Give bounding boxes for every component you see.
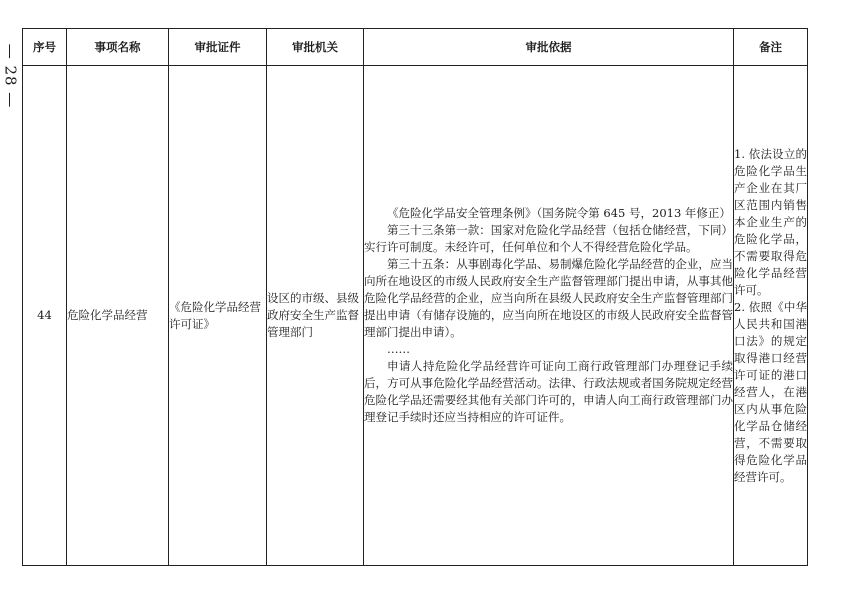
header-authority: 审批机关: [267, 29, 364, 66]
basis-article-33: 第三十三条第一款：国家对危险化学品经营（包括仓储经营，下同）实行许可制度。未经许可，任何单位和个人不得经营危险化学品。: [364, 223, 733, 254]
header-row: [23, 29, 808, 66]
cell-authority: 设区的市级、县级政府安全生产监督管理部门: [267, 66, 364, 566]
header-item-name: 事项名称: [67, 29, 169, 66]
header-certificate: 审批证件: [169, 29, 267, 66]
header-remarks: 备注: [734, 29, 808, 66]
remark-item-2: 2. 依照《中华人民共和国港口法》的规定取得港口经营许可证的港口经营人，在港区内从事危险化学品仓储经营，不需要取得危险化学品经营许可。: [734, 299, 807, 484]
cell-item-name: 危险化学品经营: [67, 66, 169, 566]
basis-article-35: 第三十五条：从事剧毒化学品、易制爆危险化学品经营的企业，应当向所在地设区的市级人民政府安全生产监督管理部门提出申请，从事其他危险化学品经营的企业，应当向所在县级人民政府安全生产监督管理部门提出申请（有储存设施的，应当向所在地设区的市级人民政府安全监督管理部门提出申请）。: [364, 257, 733, 339]
page-number: [2, 36, 18, 116]
basis-regulation-title: 《危险化学品安全管理条例》（国务院令第 645 号，2013 年修正）: [387, 206, 731, 220]
approval-table: [22, 28, 808, 566]
cell-seq: 44: [23, 66, 67, 566]
table-row: [23, 66, 808, 566]
cell-certificate: 《危险化学品经营许可证》: [169, 66, 267, 566]
basis-registration: 申请人持危险化学品经营许可证向工商行政管理部门办理登记手续后，方可从事危险化学品经营活动。法律、行政法规或者国务院规定经营危险化学品还需要经其他有关部门许可的，申请人向工商行政管理部门办理登记手续时还应当持相应的许可证件。: [364, 359, 733, 424]
header-basis: 审批依据: [364, 29, 734, 66]
basis-ellipsis: ……: [387, 342, 410, 356]
header-seq: 序号: [23, 29, 67, 66]
cell-basis: [364, 66, 734, 566]
page-number-text: — 28 —: [1, 43, 19, 109]
remark-item-1: 1. 依法设立的危险化学品生产企业在其厂区范围内销售本企业生产的危险化学品，不需要取得危险化学品经营许可。: [734, 146, 807, 297]
cell-remarks: [734, 66, 808, 566]
